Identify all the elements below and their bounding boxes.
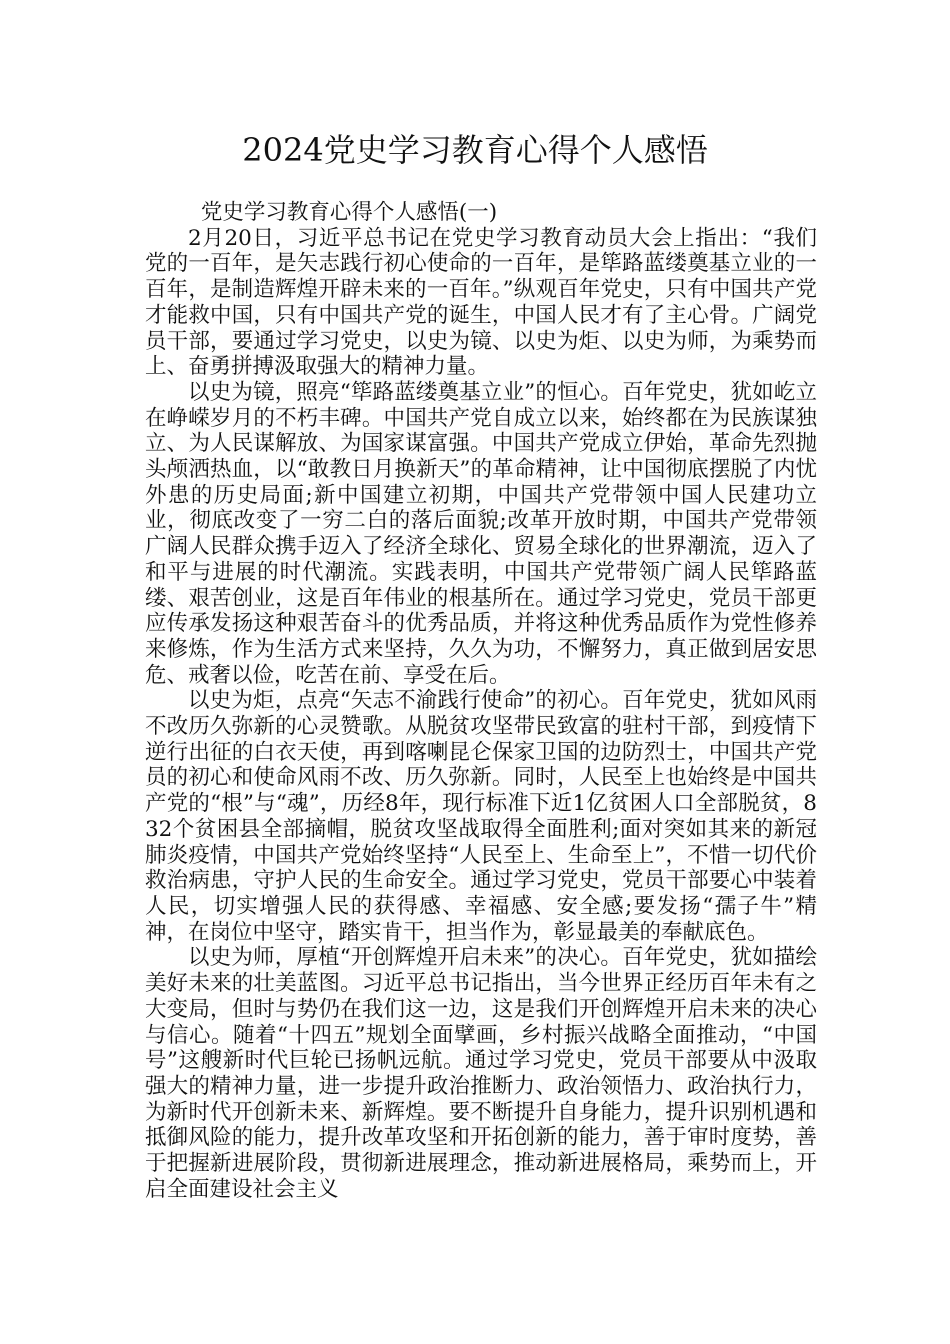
paragraph-torch: 以史为炬，点亮“矢志不渝践行使命”的初心。百年党史，犹如风雨不改历久弥新的心灵赞歌。从脱贫攻坚带民致富的驻村干部，到疫情下逆行出征的白衣天使，再到喀喇昆仑保家卫国的边防烈士，中国共产党员的初心和使命风雨不改、历久弥新。同时，人民至上也始终是中国共产党的“根”与“魂”，历经8年，现行标准下近1亿贫困人口全部脱贫，832个贫困县全部摘帽，脱贫攻坚战取得全面胜利;面对突如其来的新冠肺炎疫情，中国共产党始终坚持“人民至上、生命至上”，不惜一切代价救治病患，守护人民的生命安全。通过学习党史，党员干部要心中装着人民，切实增强人民的获得感、幸福感、安全感;要发扬“孺子牛”精神，在岗位中坚守，踏实肯干，担当作为，彰显最美的奉献底色。	[145, 688, 817, 945]
document-title: 2024党史学习教育心得个人感悟	[242, 131, 708, 169]
paragraph-mirror: 以史为镜，照亮“筚路蓝缕奠基立业”的恒心。百年党史，犹如屹立在峥嵘岁月的不朽丰碑。中国共产党自成立以来，始终都在为民族谋独立、为人民谋解放、为国家谋富强。中国共产党成立伊始，革命先烈抛头颅洒热血，以“敢教日月换新天”的革命精神，让中国彻底摆脱了内忧外患的历史局面;新中国建立初期，中国共产党带领中国人民建功立业，彻底改变了一穷二白的落后面貌;改革开放时期，中国共产党带领广阔人民群众携手迈入了经济全球化、贸易全球化的世界潮流，迈入了和平与进展的时代潮流。实践表明，中国共产党带领广阔人民筚路蓝缕、艰苦创业，这是百年伟业的根基所在。通过学习党史，党员干部更应传承发扬这种艰苦奋斗的优秀品质，并将这种优秀品质作为党性修养来修炼，作为生活方式来坚持，久久为功，不懈努力，真正做到居安思危、戒奢以俭，吃苦在前、享受在后。	[145, 379, 817, 688]
section-heading: 党史学习教育心得个人感悟(一)	[200, 200, 498, 225]
document-body	[145, 200, 817, 1202]
paragraph-intro: 2月20日，习近平总书记在党史学习教育动员大会上指出：“我们党的一百年，是矢志践行初心使命的一百年，是筚路蓝缕奠基立业的一百年，是制造辉煌开辟未来的一百年。”纵观百年党史，只有中国共产党才能救中国，只有中国共产党的诞生，中国人民才有了主心骨。广阔党员干部，要通过学习党史，以史为镜、以史为炬、以史为师，为乘势而上、奋勇拼搏汲取强大的精神力量。	[145, 225, 817, 380]
paragraph-teacher: 以史为师，厚植“开创辉煌开启未来”的决心。百年党史，犹如描绘美好未来的壮美蓝图。习近平总书记指出，当今世界正经历百年未有之大变局，但时与势仍在我们这一边，这是我们开创辉煌开启未来的决心与信心。随着“十四五”规划全面擘画，乡村振兴战略全面推动，“中国号”这艘新时代巨轮已扬帆远航。通过学习党史，党员干部要从中汲取强大的精神力量，进一步提升政治推断力、政治领悟力、政治执行力，为新时代开创新未来、新辉煌。要不断提升自身能力，提升识别机遇和抵御风险的能力，提升改革攻坚和开拓创新的能力，善于审时度势，善于把握新进展阶段，贯彻新进展理念，推动新进展格局，乘势而上，开启全面建设社会主义	[145, 945, 817, 1202]
